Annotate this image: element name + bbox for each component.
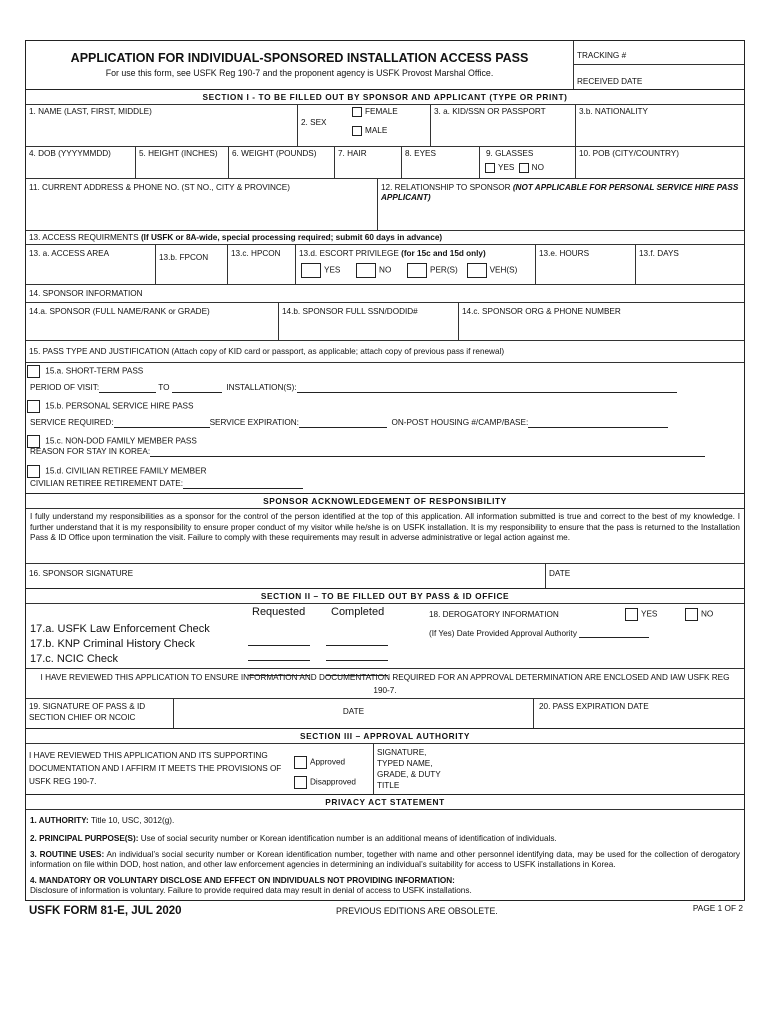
short-term-checkbox[interactable] [27, 365, 40, 378]
sponsor-info-label: 14. SPONSOR INFORMATION [29, 289, 143, 298]
received-date-field[interactable]: RECEIVED DATE [577, 77, 643, 86]
fpcon-field[interactable]: 13.b. FPCON [156, 245, 228, 284]
retirement-date-field[interactable] [183, 479, 303, 489]
check-knp: 17.b. KNP Criminal History Check [30, 638, 195, 650]
acknowledgement-text: I fully understand my responsibilities as a sponsor for the control of the person identified at the top of this application. All information submitted is true and correct to the best of my knowledge. I further understand that it is my responsibility to ensure proper conduct of my visitor while he/she is on USFK installation. It is my responsibility to ensure that the pass is returned to the Installation Pass & ID Office upon termination the visit. Failure to comply with these requirements may result in adverse administrative or legal action against me. [26, 508, 744, 563]
approval-signature-field[interactable] [444, 744, 744, 794]
nationality-field[interactable]: 3.b. NATIONALITY [579, 107, 649, 116]
pob-field[interactable]: 10. POB (CITY/COUNTRY) [579, 149, 679, 158]
check-3-completed[interactable] [326, 661, 388, 676]
glasses-yes-checkbox[interactable] [485, 163, 495, 173]
check-usfk-law: 17.a. USFK Law Enforcement Check [30, 623, 210, 635]
escort-per-checkbox[interactable] [407, 263, 427, 278]
check-1-requested[interactable] [248, 631, 310, 646]
check-ncic: 17.c. NCIC Check [30, 653, 119, 665]
weight-field[interactable]: 6. WEIGHT (POUNDS) [229, 147, 335, 178]
installations-field[interactable] [297, 383, 677, 393]
pass-id-signature-field[interactable]: 19. SIGNATURE OF PASS & ID SECTION CHIEF OR NCOIC [26, 699, 174, 728]
glasses-field: 9. GLASSES YES NO [480, 147, 576, 178]
affirm-statement: I HAVE REVIEWED THIS APPLICATION AND ITS SUPPORTING DOCUMENTATION AND I AFFIRM IT MEETS THE PROVISIONS OF USFK REG 190-7. [29, 751, 282, 786]
form-subtitle: For use this form, see USFK Reg 190-7 and the proponent agency is USFK Provost Marshal Office. [105, 68, 494, 78]
approved-checkbox[interactable] [294, 756, 307, 769]
escort-field: 13.d. ESCORT PRIVILEGE (for 15c and 15d only) YES NO PER(S) VEH(S) [296, 245, 536, 284]
period-to-field[interactable] [172, 383, 222, 393]
escort-yes-checkbox[interactable] [301, 263, 321, 278]
pass-type-label: 15. PASS TYPE AND JUSTIFICATION (Attach copy of KID card or passport, as applicable; attach copy of previous pass if renewal) [29, 347, 505, 356]
derogatory-no-checkbox[interactable] [685, 608, 698, 621]
section-3-title: SECTION III – APPROVAL AUTHORITY [26, 728, 744, 743]
approval-authority-date-field[interactable] [579, 628, 649, 638]
glasses-no-checkbox[interactable] [519, 163, 529, 173]
male-checkbox[interactable] [352, 126, 362, 136]
disapproved-checkbox[interactable] [294, 776, 307, 789]
sponsor-org-field[interactable]: 14.c. SPONSOR ORG & PHONE NUMBER [462, 307, 621, 316]
section-1-title: SECTION I - TO BE FILLED OUT BY SPONSOR AND APPLICANT (TYPE OR PRINT) [26, 89, 744, 104]
service-required-field[interactable] [114, 418, 210, 428]
pass-id-date-field[interactable]: DATE [174, 699, 534, 728]
escort-veh-checkbox[interactable] [467, 263, 487, 278]
retiree-checkbox[interactable] [27, 465, 40, 478]
page-number: PAGE 1 OF 2 [692, 903, 743, 913]
hours-field[interactable]: 13.e. HOURS [536, 245, 636, 284]
escort-no-checkbox[interactable] [356, 263, 376, 278]
derogatory-yes-checkbox[interactable] [625, 608, 638, 621]
personal-service-checkbox[interactable] [27, 400, 40, 413]
obsolete-notice: PREVIOUS EDITIONS ARE OBSOLETE. [336, 906, 498, 916]
female-checkbox[interactable] [352, 107, 362, 117]
period-from-field[interactable] [99, 383, 156, 393]
days-field[interactable]: 13.f. DAYS [639, 249, 679, 258]
reason-field[interactable] [150, 447, 705, 457]
relationship-field[interactable]: 12. RELATIONSHIP TO SPONSOR (NOT APPLICABLE FOR PERSONAL SERVICE HIRE PASS APPLICANT) [381, 183, 739, 202]
form-id: USFK FORM 81-E, JUL 2020 [29, 905, 182, 917]
form-footer [25, 901, 745, 919]
kid-field[interactable]: 3. a. KID/SSN OR PASSPORT [431, 105, 576, 146]
privacy-statement: 1. AUTHORITY: Title 10, USC, 3012(g). 2. PRINCIPAL PURPOSE(S): Use of social security number or Korean identification number is an additional means of identification of individuals. 3. ROUTINE USES: An individual’s social security number or Korean identification number, together with name and other personnel identifying data, may be used for the collection of derogatory information on file within DOD, host nation, and other law enforcement agencies in determining an individual’s suitability for access to USFK installations in Korea. 4. MANDATORY OR VOLUNTARY DISCLOSE AND EFFECT ON INDIVIDUALS NOT PROVIDING INFORMATION: Disclosure of information is voluntary. Failure to provide required data may result in denial of access to USFK installations. [26, 809, 744, 901]
access-requirements-label: 13. ACCESS REQUIRMENTS (If USFK or 8A-wide, special processing required; submit 60 days in advance) [29, 233, 443, 242]
service-expiration-field[interactable] [299, 418, 387, 428]
hair-field[interactable]: 7. HAIR [335, 147, 402, 178]
tracking-field[interactable]: TRACKING # [574, 41, 744, 65]
section-2-title: SECTION II – TO BE FILLED OUT BY PASS & ID OFFICE [26, 588, 744, 603]
check-3-requested[interactable] [248, 661, 310, 676]
sponsor-name-field[interactable]: 14.a. SPONSOR (FULL NAME/RANK or GRADE) [26, 303, 279, 340]
dob-field[interactable]: 4. DOB (YYYYMMDD) [26, 147, 136, 178]
check-2-requested[interactable] [248, 646, 310, 661]
access-area-field[interactable]: 13. a. ACCESS AREA [26, 245, 156, 284]
form-header [25, 40, 745, 89]
privacy-title: PRIVACY ACT STATEMENT [26, 794, 744, 809]
check-2-completed[interactable] [326, 646, 388, 661]
acknowledgement-title: SPONSOR ACKNOWLEDGEMENT OF RESPONSIBILITY [26, 493, 744, 508]
approval-signature-label: SIGNATURE, TYPED NAME, GRADE, & DUTY TITLE [377, 748, 441, 790]
address-field[interactable]: 11. CURRENT ADDRESS & PHONE NO. (ST NO., CITY & PROVINCE) [26, 179, 378, 230]
sponsor-signature-field[interactable]: 16. SPONSOR SIGNATURE [26, 564, 546, 588]
hpcon-field[interactable]: 13.c. HPCON [228, 245, 296, 284]
sex-field: 2. SEX FEMALE MALE [298, 105, 431, 146]
housing-field[interactable] [528, 418, 668, 428]
height-field[interactable]: 5. HEIGHT (INCHES) [136, 147, 229, 178]
pass-expiration-field[interactable]: 20. PASS EXPIRATION DATE [539, 702, 649, 711]
eyes-field[interactable]: 8. EYES [402, 147, 480, 178]
sponsor-ssn-field[interactable]: 14.b. SPONSOR FULL SSN/DODID# [279, 303, 459, 340]
reviewed-statement: I HAVE REVIEWED THIS APPLICATION TO ENSURE INFORMATION AND DOCUMENTATION REQUIRED FOR AN APPROVAL DETERMINATION ARE ENCLOSED AND IAW USFK REG 190-7. [26, 668, 744, 698]
check-1-completed[interactable] [326, 631, 388, 646]
name-field[interactable]: 1. NAME (LAST, FIRST, MIDDLE) [26, 105, 298, 146]
form-title: APPLICATION FOR INDIVIDUAL-SPONSORED INSTALLATION ACCESS PASS [70, 51, 529, 65]
sponsor-date-field[interactable]: DATE [549, 569, 571, 578]
